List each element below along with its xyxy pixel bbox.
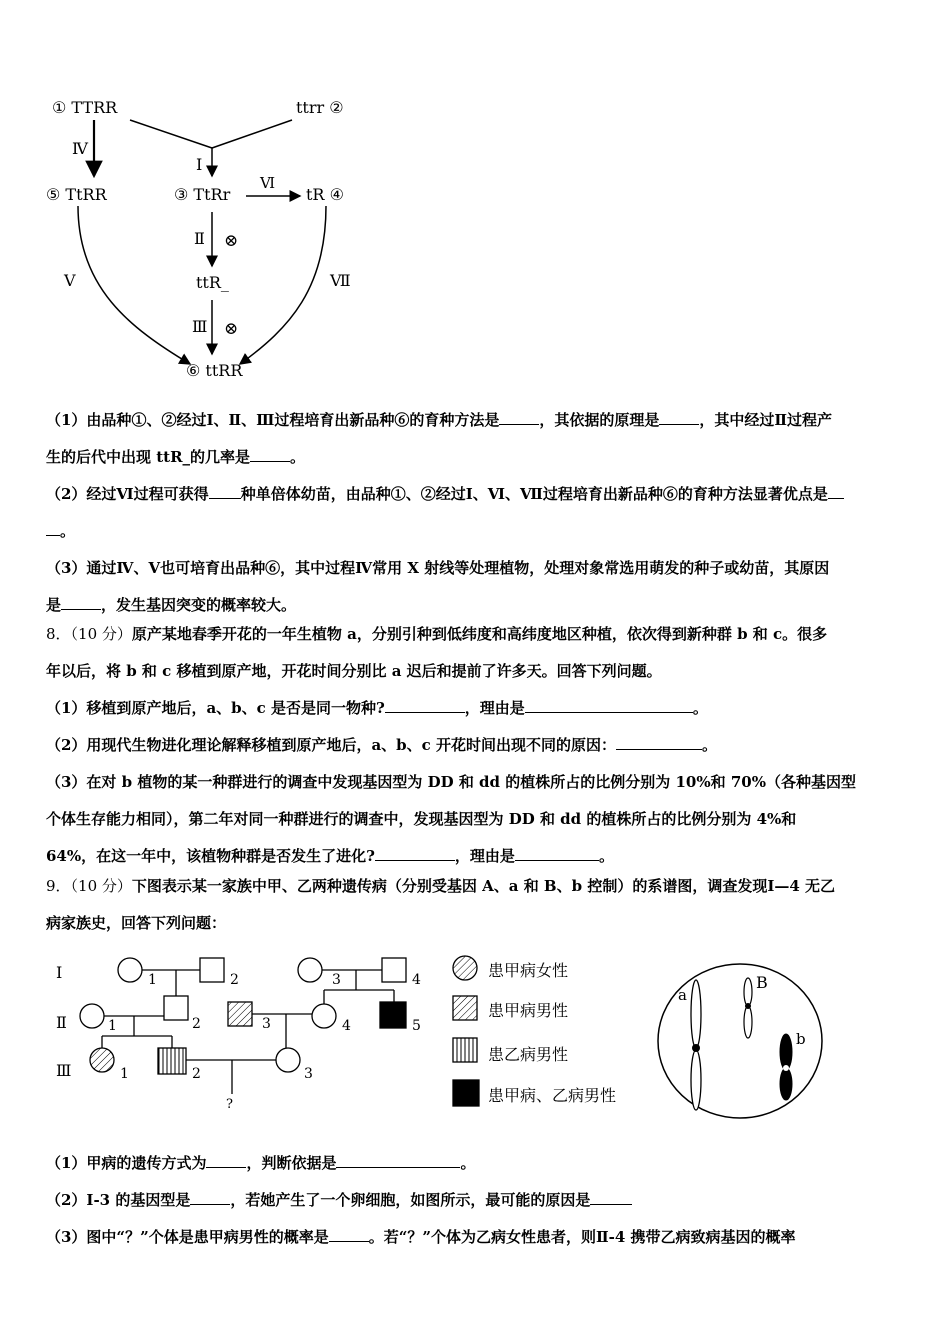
label-I-1: 1 [148,972,157,988]
q7-s1-line1: （1）由品种①、②经过Ⅰ、Ⅱ、Ⅲ过程培育出新品种⑥的育种方法是 ，其依据的原理是 ，其中经过Ⅱ过程产 [46,411,833,429]
node-5: ⑤ TtRR [46,185,107,204]
label-II-4: 4 [342,1018,351,1034]
node-4: tR ④ [306,185,344,204]
person-II-3 [228,1002,252,1026]
process-III: Ⅲ [192,317,208,336]
self-cross-symbol: ⊗ [224,231,239,251]
process-VI: Ⅵ [260,174,276,192]
pedigree-chart [50,950,440,1120]
q9-s3: （3）图中“？”个体是患甲病男性的概率是 。若“？”个体为乙病女性患者，则Ⅱ-4 携带乙病致病基因的概率 [46,1228,796,1246]
person-II-4 [312,1004,336,1028]
label-B: B [756,973,768,992]
q9-s1: （1）甲病的遗传方式为 ，判断依据是 。 [46,1154,476,1172]
process-V: Ⅴ [64,271,76,290]
process-VII: Ⅶ [330,271,351,290]
gen-label-II: Ⅱ [56,1013,67,1032]
q9-subquestions [46,1145,908,1256]
q7-s3-line2: 是 ，发生基因突变的概率较大。 [46,596,297,614]
person-I-3 [298,958,322,982]
legend-female-a-symbol [453,956,477,980]
q7-s3-line1: （3）通过Ⅳ、Ⅴ也可培育出品种⑥，其中过程Ⅳ常用 X 射线等处理植物，处理对象常选用萌发的种子或幼苗，其原因 [46,559,830,577]
q7-s1-line2: 生的后代中出现 ttR_的几率是 。 [46,448,306,466]
q8-s3-line1: （3）在对 b 植物的某一种群进行的调查中发现基因型为 DD 和 dd 的植株所占的比例分别为 10%和 70%（各种基因型 [46,773,856,791]
label-I-3: 3 [332,972,341,988]
cross-line-right [212,120,292,148]
gen-label-III: Ⅲ [56,1061,72,1080]
legend-symbols [448,952,484,1112]
egg-cell-diagram [652,960,828,1122]
q7-s2-line1: （2）经过Ⅵ过程可获得 种单倍体幼苗，由品种①、②经过Ⅰ、Ⅵ、Ⅶ过程培育出新品种⑥的育种方法显著优点是 [46,476,908,513]
legend-male-ab-label: 患甲病、乙病男性 [488,1086,617,1105]
person-III-2 [158,1048,186,1074]
legend-male-a-label: 患甲病男性 [488,1001,569,1020]
process-I: Ⅰ [196,155,203,174]
label-I-2: 2 [230,972,239,988]
self-cross-symbol-2: ⊗ [224,319,239,339]
q8-block [46,616,908,875]
q8-s2: （2）用现代生物进化理论解释移植到原产地后，a、b、c 开花时间出现不同的原因： 。 [46,736,718,754]
legend-male-b-symbol [453,1038,477,1062]
process-IV: Ⅳ [72,139,88,158]
q7-block [46,402,908,624]
label-III-3: 3 [304,1066,313,1082]
breeding-diagram [40,88,370,388]
person-III-1 [90,1048,114,1072]
person-III-3 [276,1048,300,1072]
gen-label-I: Ⅰ [56,963,63,982]
legend-male-b-label: 患乙病男性 [488,1045,569,1064]
label-II-3: 3 [262,1016,271,1032]
arrow-VII [240,206,326,364]
label-a: a [678,986,687,1004]
label-II-2: 2 [192,1016,201,1032]
cross-line-left [130,120,212,148]
label-I-4: 4 [412,972,421,988]
person-I-2 [200,958,224,982]
legend-male-a-symbol [453,996,477,1020]
q8-s3-line2: 个体生存能力相同），第二年对同一种群进行的调查中，发现基因型为 DD 和 dd 的植株所占的比例分别为 4%和 [46,810,797,828]
node-2: ttrr ② [296,98,344,117]
process-II: Ⅱ [194,229,205,248]
person-II-1 [80,1004,104,1028]
person-II-5 [380,1002,406,1028]
person-I-1 [118,958,142,982]
q9-stem [46,868,908,942]
q8-stem-line1: 8．（10 分）原产某地春季开花的一年生植物 a，分别引种到低纬度和高纬度地区种植，依次得到新种群 b 和 c。很多 [46,625,828,643]
person-I-4 [382,958,406,982]
label-III-1: 1 [120,1066,129,1082]
unknown-offspring: ? [226,1097,233,1112]
label-b: b [796,1030,806,1048]
person-II-2 [164,996,188,1020]
q9-stem-line2: 病家族史，回答下列问题： [46,914,227,932]
q8-s1: （1）移植到原产地后，a、b、c 是否是同一物种? ，理由是 。 [46,699,708,717]
q8-s3-line3: 64%，在这一年中，该植物种群是否发生了进化? ，理由是 。 [46,847,614,865]
label-II-5: 5 [412,1018,421,1034]
q8-stem-line2: 年以后，将 b 和 c 移植到原产地，开花时间分别比 a 迟后和提前了许多天。回答下列问题。 [46,662,662,680]
node-6: ⑥ ttRR [186,361,243,380]
legend-female-a-label: 患甲病女性 [488,961,569,980]
label-II-1: 1 [108,1018,117,1034]
q9-s2: （2）Ⅰ-3 的基因型是 ，若她产生了一个卵细胞，如图所示，最可能的原因是 [46,1182,908,1219]
arrow-V [78,206,190,364]
q9-stem-line1: 9．（10 分）下图表示某一家族中甲、乙两种遗传病（分别受基因 A、a 和 B、b 控制）的系谱图，调查发现Ⅰ—4 无乙 [46,877,835,895]
node-3: ③ TtRr [174,185,231,204]
label-III-2: 2 [192,1066,201,1082]
legend-male-ab-symbol [453,1080,479,1106]
node-1: ① TTRR [52,98,118,117]
q7-s2-line2: 。 [46,513,908,550]
node-mid: ttR_ [196,273,229,292]
